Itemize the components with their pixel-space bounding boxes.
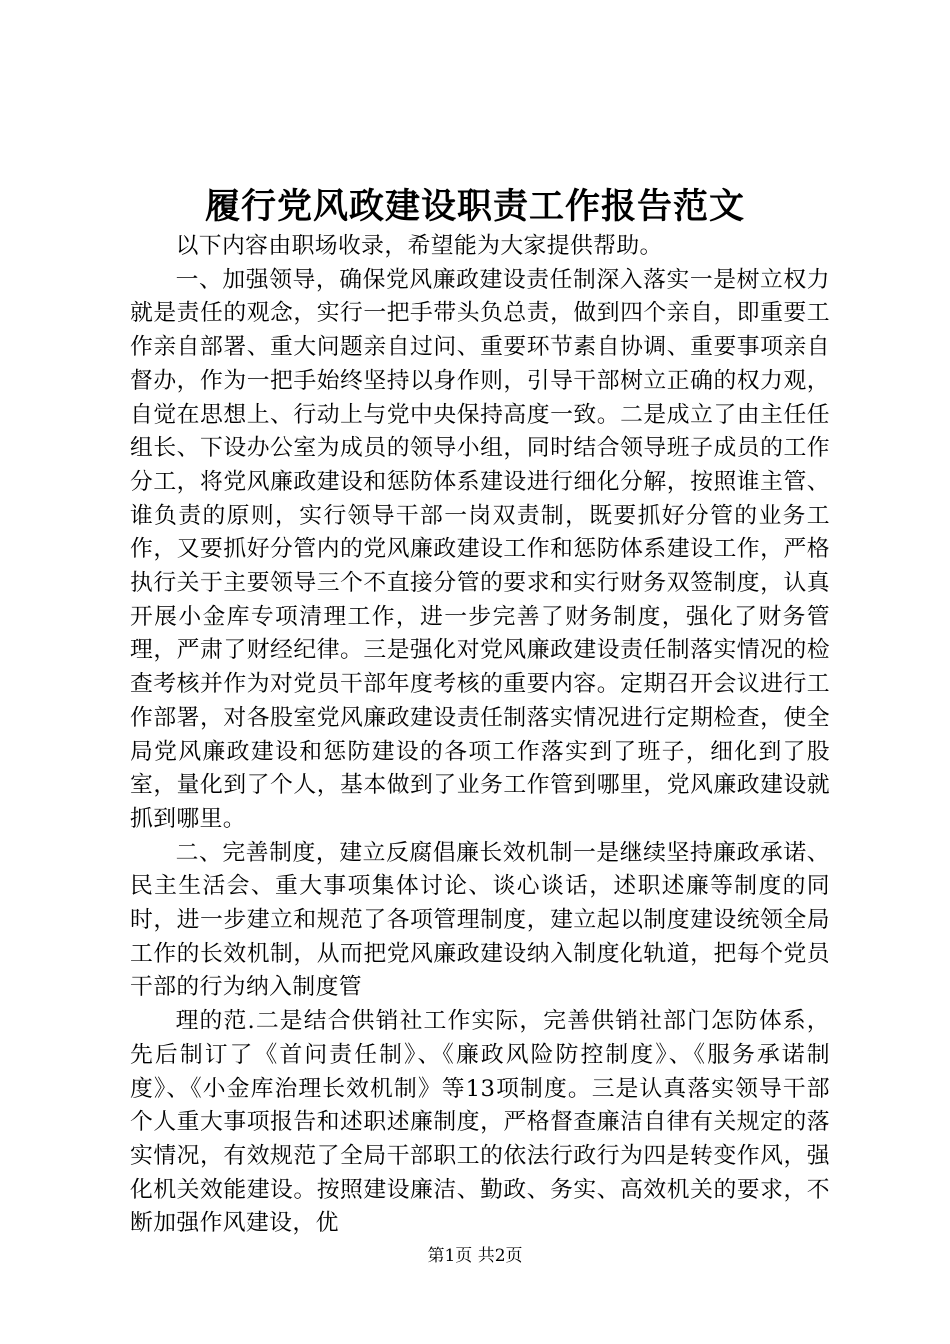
section-one-paragraph: 一、加强领导，确保党风廉政建设责任制深入落实一是树立权力就是责任的观念，实行一把手带头负总责，做到四个亲自，即重要工作亲自部署、重大问题亲自过问、重要环节素自协调、重要事项亲自督办，作为一把手始终坚持以身作则，引导干部树立正确的权力观，自觉在思想上、行动上与党中央保持高度一致。二是成立了由主任任组长、下设办公室为成员的领导小组，同时结合领导班子成员的工作分工，将党风廉政建设和惩防体系建设进行细化分解，按照谁主管、谁负责的原则，实行领导干部一岗双责制，既要抓好分管的业务工作，又要抓好分管内的党风廉政建设工作和惩防体系建设工作，严格执行关于主要领导三个不直接分管的要求和实行财务双签制度，认真开展小金库专项清理工作，进一步完善了财务制度，强化了财务管理，严肃了财经纪律。三是强化对党风廉政建设责任制落实情况的检查考核并作为对党员干部年度考核的重要内容。定期召开会议进行工作部署，对各股室党风廉政建设责任制落实情况进行定期检查，使全局党风廉政建设和惩防建设的各项工作落实到了班子，细化到了股室，量化到了个人，基本做到了业务工作管到哪里，党风廉政建设就抓到哪里。: [130, 266, 830, 832]
page-number-footer: 第1页 共2页: [427, 1246, 523, 1266]
document-title: 履行党风政建设职责工作报告范文: [204, 186, 745, 227]
intro-paragraph: 以下内容由职场收录，希望能为大家提供帮助。: [175, 233, 663, 259]
section-two-paragraph: 二、完善制度，建立反腐倡廉长效机制一是继续坚持廉政承诺、民主生活会、重大事项集体讨论、谈心谈话，述职述廉等制度的同时，进一步建立和规范了各项管理制度，建立起以制度建设统领全局工作的长效机制，从而把党风廉政建设纳入制度化轨道，把每个党员干部的行为纳入制度管: [130, 839, 830, 1001]
document-body: [130, 230, 830, 1241]
continuation-paragraph: 理的范.二是结合供销社工作实际，完善供销社部门怎防体系，先后制订了《首问责任制》、《廉政风险防控制度》、《服务承诺制度》、《小金库治理长效机制》等13项制度。三是认真落实领导干部个人重大事项报告和述职述廉制度，严格督查廉洁自律有关规定的落实情况，有效规范了全局干部职工的依法行政行为四是转变作风，强化机关效能建设。按照建设廉洁、勤政、务实、高效机关的要求，不断加强作风建设，优: [130, 1008, 830, 1237]
